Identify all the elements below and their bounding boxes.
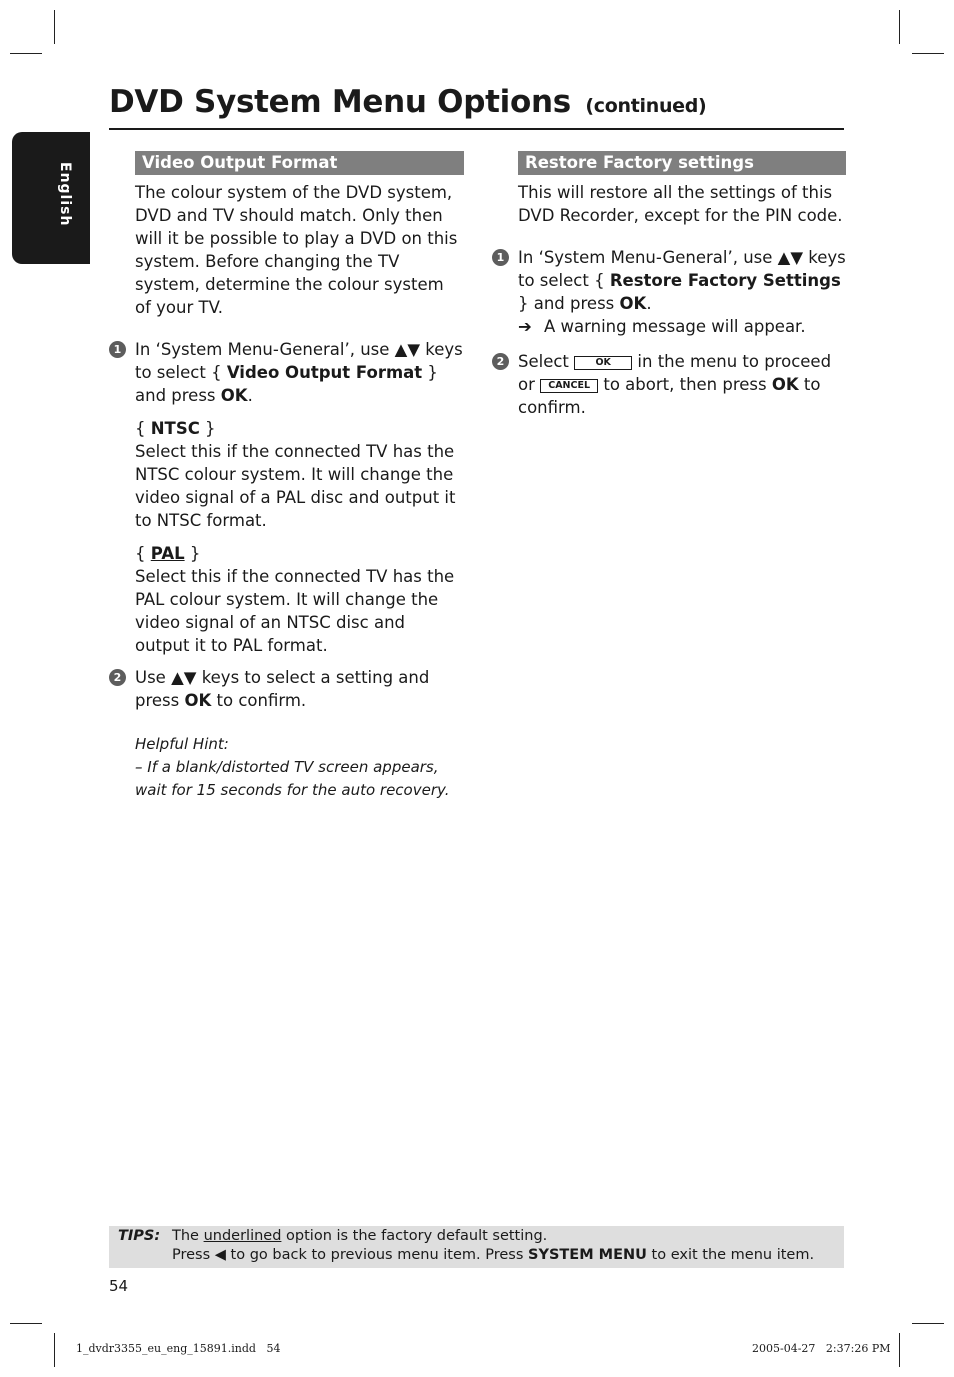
hint-line: wait for 15 seconds for the auto recovery. [135, 781, 450, 799]
page-number: 54 [109, 1277, 129, 1295]
section-intro: This will restore all the settings of this DVD Recorder, except for the PIN code. [518, 183, 843, 225]
option-ntsc: { NTSC } Select this if the connected TV has the NTSC colour system. It will change the video signal of a PAL disc and output it to NTSC format. [135, 417, 464, 532]
option-pal: { PAL } Select this if the connected TV has the PAL colour system. It will change the video signal of an NTSC disc and output it to PAL format. [135, 542, 464, 657]
system-menu-key: SYSTEM MENU [528, 1247, 647, 1263]
step-2 [109, 666, 464, 712]
step-text: Select OK in the menu to proceed or CANCEL to abort, then press OK to confirm. [518, 352, 832, 417]
crop-mark [10, 53, 42, 54]
option-name: NTSC [150, 419, 200, 438]
tips-line: The underlined option is the factory default setting. [172, 1228, 548, 1244]
title-rule [109, 128, 844, 130]
ok-key: OK [220, 386, 248, 405]
ok-key: OK [771, 375, 799, 394]
crop-mark [54, 10, 55, 44]
language-tab-label: English [57, 162, 73, 227]
crop-mark [912, 1323, 944, 1324]
menu-item-name: Video Output Format [226, 363, 423, 382]
crop-mark [912, 53, 944, 54]
step-text: Use ▲▼ keys to select a setting and press OK to confirm. [135, 668, 430, 710]
step-1 [492, 246, 846, 338]
step-2 [492, 350, 846, 419]
hint-line: – If a blank/distorted TV screen appears, [135, 758, 439, 776]
helpful-hint [135, 733, 464, 802]
page-title [109, 84, 706, 120]
arrow-right-icon: ➔ [518, 317, 532, 336]
step-result: ➔ A warning message will appear. [518, 317, 806, 336]
step-text: In ‘System Menu-General’, use ▲▼ keys to select { Restore Factory Settings } and press OK. [518, 248, 846, 313]
tips-label: TIPS: [118, 1228, 161, 1244]
ok-button-graphic: OK [574, 356, 632, 370]
page-title-continued: (continued) [585, 95, 707, 117]
crop-mark [10, 1323, 42, 1324]
right-column [492, 151, 846, 419]
step-number-badge: 1 [109, 341, 126, 358]
step-number-badge: 2 [109, 669, 126, 686]
hint-title: Helpful Hint: [135, 735, 229, 753]
footer-filename: 1_dvdr3355_eu_eng_15891.indd 54 [76, 1342, 281, 1355]
option-name-default: PAL [150, 544, 185, 563]
section-intro: The colour system of the DVD system, DVD and TV should match. Only then will it be possible to play a DVD on this system. Before changing the TV system, determine the colour system of your TV. [135, 183, 458, 317]
option-description: Select this if the connected TV has the PAL colour system. It will change the video signal of an NTSC disc and output it to PAL format. [135, 567, 455, 655]
crop-mark [899, 1333, 900, 1367]
ok-key: OK [184, 691, 212, 710]
option-description: Select this if the connected TV has the NTSC colour system. It will change the video signal of a PAL disc and output it to NTSC format. [135, 442, 456, 530]
language-tab [12, 132, 90, 264]
footer-timestamp: 2005-04-27 2:37:26 PM [752, 1342, 891, 1355]
tips-box [109, 1226, 844, 1268]
crop-mark [899, 10, 900, 44]
ok-key: OK [619, 294, 647, 313]
tips-line: Press ◀ to go back to previous menu item. Press SYSTEM MENU to exit the menu item. [172, 1247, 815, 1263]
left-column [109, 151, 464, 802]
step-number-badge: 2 [492, 353, 509, 370]
step-number-badge: 1 [492, 249, 509, 266]
menu-item-name: Restore Factory Settings [609, 271, 841, 290]
page-title-text: DVD System Menu Options [109, 84, 571, 120]
step-text: In ‘System Menu-General’, use ▲▼ keys to select { Video Output Format } and press OK. [135, 340, 463, 405]
crop-mark [54, 1333, 55, 1367]
cancel-button-graphic: CANCEL [540, 379, 598, 393]
section-heading-video-output-format: Video Output Format [135, 151, 464, 175]
step-1 [109, 338, 464, 407]
section-heading-restore-factory: Restore Factory settings [518, 151, 846, 175]
